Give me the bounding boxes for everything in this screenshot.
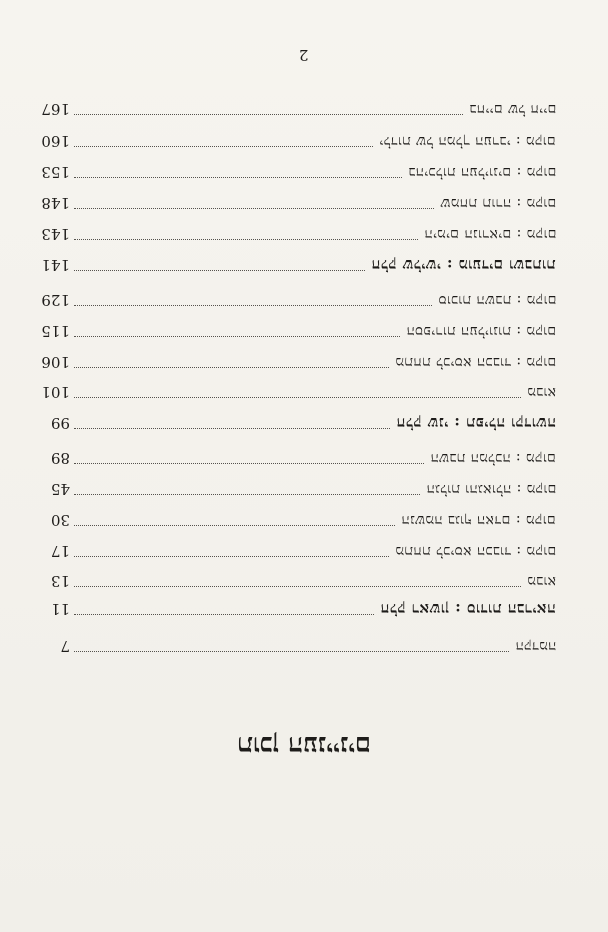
dot-leader xyxy=(74,326,400,337)
toc-row[interactable] xyxy=(36,350,556,374)
toc-row[interactable] xyxy=(36,222,556,246)
dot-leader xyxy=(74,604,374,615)
toc-section-row[interactable] xyxy=(36,411,556,435)
toc-row[interactable] xyxy=(36,160,556,184)
dot-leader xyxy=(74,641,509,652)
dot-leader xyxy=(74,229,418,240)
toc-title: ילדות של המלך הערבי : מקום xyxy=(379,133,556,149)
toc-title: הקדמה xyxy=(514,638,556,654)
toc-page-number: 101 xyxy=(41,383,70,401)
dot-leader xyxy=(74,546,389,557)
toc-section-row[interactable] xyxy=(36,253,556,277)
toc-title: שמחת תורה : מקום xyxy=(439,195,556,211)
toc-row[interactable] xyxy=(36,569,556,593)
toc-row[interactable] xyxy=(36,288,556,312)
toc-title: הנשמה בגוף האדם : מקום xyxy=(401,512,556,528)
toc-page-number: 129 xyxy=(41,291,70,309)
toc-page-number: 45 xyxy=(50,480,70,498)
toc-title: מתחת לכיסא הכבוד : מקום xyxy=(394,354,556,370)
dot-leader xyxy=(74,576,521,587)
toc-page-number: 167 xyxy=(41,100,70,118)
toc-section-row[interactable] xyxy=(36,597,556,621)
toc-row[interactable] xyxy=(36,508,556,532)
toc-title: הספירות העליונות : מקום xyxy=(405,323,556,339)
toc-title: מבוא xyxy=(526,573,556,589)
dot-leader xyxy=(74,295,432,306)
toc-page-number: 99 xyxy=(50,414,70,432)
toc-row[interactable] xyxy=(36,634,556,658)
toc-page-number: 17 xyxy=(50,542,70,560)
toc-title: מבוא xyxy=(526,384,556,400)
toc-section-title: חלק שלישי : מועדים ושבתות xyxy=(371,256,556,274)
dot-leader xyxy=(74,260,365,271)
toc-title: בחיים של חיים xyxy=(468,101,556,117)
toc-page-number: 7 xyxy=(60,637,70,655)
dot-leader xyxy=(74,198,434,209)
toc-page-number: 89 xyxy=(50,449,70,467)
toc-row[interactable] xyxy=(36,477,556,501)
toc-page-number: 13 xyxy=(50,572,70,590)
toc-page-number: 160 xyxy=(41,132,70,150)
toc-page-number: 106 xyxy=(41,353,70,371)
toc-title: בהיכלות העליונים : מקום xyxy=(407,164,556,180)
toc-row[interactable] xyxy=(36,319,556,343)
toc-title: הימים הנוראים : מקום xyxy=(423,226,556,242)
dot-leader xyxy=(74,453,424,464)
dot-leader xyxy=(74,136,373,147)
toc-page-number: 153 xyxy=(41,163,70,181)
dot-leader xyxy=(74,484,420,495)
toc-page-number: 30 xyxy=(50,511,70,529)
dot-leader xyxy=(74,167,402,178)
toc-section-title: חלק ראשון : סודות הבריאה xyxy=(380,600,556,618)
toc-page-number: 143 xyxy=(41,225,70,243)
page-heading: תוכן העניינים xyxy=(236,730,372,760)
toc-row[interactable] xyxy=(36,97,556,121)
toc-title: סוכות השבת : מקום xyxy=(437,292,556,308)
toc-title: מתחת לכיסא הכבוד : מקום xyxy=(394,543,556,559)
page-number: 2 xyxy=(299,46,309,64)
dot-leader xyxy=(74,418,390,429)
toc-page-number: 11 xyxy=(50,600,70,618)
toc-page-number: 141 xyxy=(41,256,70,274)
dot-leader xyxy=(74,387,521,398)
toc-page-number: 115 xyxy=(41,322,70,340)
toc-row[interactable] xyxy=(36,446,556,470)
toc-row[interactable] xyxy=(36,129,556,153)
dot-leader xyxy=(74,515,395,526)
toc-row[interactable] xyxy=(36,380,556,404)
toc-title: הגלות והגאולה : מקום xyxy=(425,481,556,497)
dot-leader xyxy=(74,357,389,368)
toc-title: השבת המלכה : מקום xyxy=(430,450,556,466)
dot-leader xyxy=(74,104,463,115)
toc-row[interactable] xyxy=(36,539,556,563)
toc-page-number: 148 xyxy=(41,194,70,212)
toc-section-title: חלק שני : תפילה וקדושה xyxy=(396,414,556,432)
toc-row[interactable] xyxy=(36,191,556,215)
